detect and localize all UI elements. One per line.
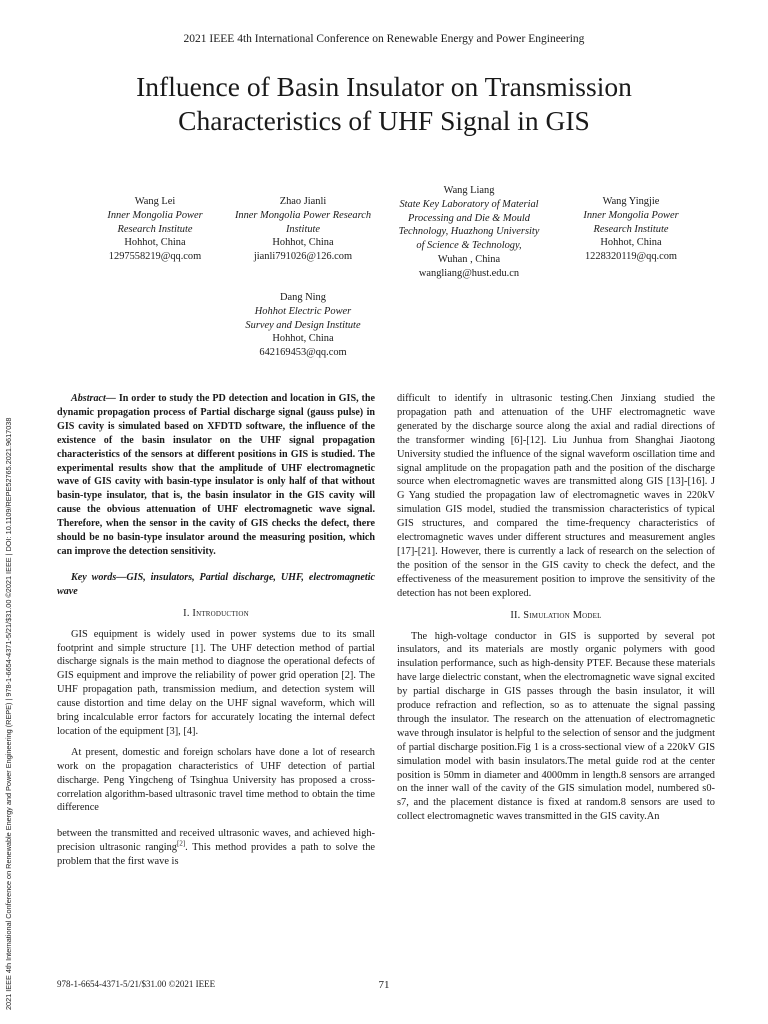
author-name: Wang Yingjie (602, 196, 660, 207)
title-line-1: Influence of Basin Insulator on Transmission (136, 71, 632, 102)
citation: [2] (177, 839, 186, 848)
author-institution: Technology, Huazhong University (398, 226, 540, 238)
paper-title (60, 70, 708, 138)
author-city: Hohhot, China (600, 237, 662, 249)
section-heading-introduction: I. Introduction (183, 607, 249, 619)
author-email: jianli791026@126.com (253, 251, 353, 263)
keywords: Key words—GIS, insulators, Partial discharge, UHF, electromagnetic wave (57, 571, 375, 597)
author-email: 642169453@qq.com (259, 347, 347, 359)
author-block (218, 195, 388, 264)
author-name: Wang Lei (134, 196, 176, 207)
conference-header: 2021 IEEE 4th International Conference on Renewable Energy and Power Engineering (183, 33, 585, 45)
side-doi-strip: 2021 IEEE 4th International Conference on Renewable Energy and Power Engineering (REPE) | 978-1-6654-4371-5/21/$31.00 ©2021 IEEE | DOI: 10.1109/REPE52765.2021.9617038 (4, 417, 13, 1010)
abstract-lead: Abstract— (71, 393, 116, 404)
title-line-2: Characteristics of UHF Signal in GIS (178, 105, 590, 136)
author-institution: Research Institute (117, 223, 193, 235)
abstract-text: In order to study the PD detection and location in GIS, the dynamic propagation process of Partial discharge signal (gauss pulse) in GIS cavity is simulated based on XFDTD software, the influence of the existence of the basin insulator on the UHF signal propagation characteristics of the sensors at different positions in GIS is studied. The experimental results show that the amplitude of UHF electromagnetic wave of GIS cavity with basin-type insulator is only half of that without basin-type insulator, that is, the basin insulator in the GIS cavity will cause the obvious attenuation of UHF electromagnetic wave signal. Therefore, when the sensor in the cavity of GIS checks the defect, there should be no basin-type insulator around the measuring position, which can improve the detection sensitivity. (57, 393, 375, 557)
abstract (57, 392, 375, 559)
author-institution: Inner Mongolia Power (107, 209, 203, 221)
paragraph: The high-voltage conductor in GIS is supported by several pot insulators, and its materials are mostly organic polymers with good insulation performance, such as high-density PTEF. Because these materials have large dielectric constant, when the electromagnetic wave signal excited by partial discharge in GIS passes through the basin insulator, it will produce refraction and reflection, so as to attenuate the signal passing through the insulator. The research on the attenuation of electromagnetic wave through insulator is helpful to the selection of sensor and the judgment of partial discharge position.Fig 1 is a cross-sectional view of a 220kV GIS simulation model with basin insulators.The metal guide rod at the center position is 50mm in diameter and 4000mm in length.8 sensors are arranged on the inner wall of the cavity of the GIS simulation model, numbered s0-s7, and the placement distance is fixed at random.8 sensors are used to collect electromagnetic waves transmitted in the GIS cavity.An (397, 630, 716, 823)
paragraph: At present, domestic and foreign scholars have done a lot of research work on the propagation characteristics of UHF detection of partial discharge. Peng Yingcheng of Tsinghua University has proposed a cross-correlation algorithm-based ultrasonic travel time method to obtain the time difference (57, 746, 375, 814)
right-column (397, 392, 715, 824)
author-institution: Research Institute (593, 223, 669, 235)
author-block (218, 291, 388, 360)
section-heading-simulation-model: II. Simulation Model (510, 609, 602, 621)
author-email: wangliang@hust.edu.cn (418, 267, 520, 279)
author-name: Zhao Jianli (279, 196, 327, 207)
author-email: 1297558219@qq.com (108, 251, 202, 263)
author-city: Hohhot, China (272, 333, 334, 345)
author-institution: of Science & Technology, (416, 240, 522, 252)
footer-copyright: 978-1-6654-4371-5/21/$31.00 ©2021 IEEE (57, 979, 216, 989)
paragraph-text: . This method provides a path to solve the problem that the first wave is (57, 842, 375, 868)
paragraph (57, 827, 375, 869)
left-column (57, 392, 375, 869)
author-city: Wuhan , China (437, 253, 501, 265)
paragraph: difficult to identify in ultrasonic testing.Chen Jinxiang studied the propagation path and attenuation of the UHF electromagnetic wave generated by the discharge source along the axial and radial directions of the transformer winding [6]-[12]. Liu Junhua from Shanghai Jiaotong University studied the influence of the signal waveform oscillation time and signal amplitude on the propagation path and the position of the discharge source when electromagnetic waves are transmitted along GIS [13]-[16]. J G Yang studied the propagation law of electromagnetic waves in 220kV simulation GIS model, studied the transmission characteristics of typical GIS structures, and compared the time-frequency characteristics of electromagnetic waves under different structures and measurement angles [17]-[21]. However, there is currently a lack of research on the selection of the position of the sensor in the GIS cavity to check the defect, and the effectiveness of the measurement position to improve the sensitivity of the detection has not been explored. (397, 393, 715, 599)
author-institution: Survey and Design Institute (245, 319, 361, 331)
author-name: Wang Liang (443, 185, 495, 196)
author-block (546, 195, 716, 264)
author-institution: Hohhot Electric Power (254, 305, 352, 317)
author-city: Hohhot, China (124, 237, 186, 249)
author-city: Hohhot, China (272, 237, 334, 249)
paragraph: GIS equipment is widely used in power systems due to its small footprint and simple structure [1]. The UHF detection method of partial discharge signals is the main method to diagnose the operational defects of GIS equipment and improve the reliability of power grid operation [2]. The UHF propagation path, transmission medium, and detection system will cause distortion and time delay on the UHF signal waveform, which will bring incalculable error factors for accurately locating the internal defect location of the equipment [3], [4]. (57, 628, 375, 737)
author-institution: Inner Mongolia Power (583, 209, 679, 221)
author-block (384, 184, 554, 281)
author-institution: Processing and Die & Mould (408, 212, 530, 224)
author-email: 1228320119@qq.com (584, 251, 677, 263)
author-institution: State Key Laboratory of Material (399, 198, 539, 210)
page-number: 71 (378, 979, 390, 991)
author-institution: Institute (285, 223, 321, 235)
author-institution: Inner Mongolia Power Research (234, 209, 372, 221)
author-block (70, 195, 240, 264)
author-name: Dang Ning (280, 292, 326, 303)
paragraph-text: between the transmitted and received ultrasonic waves, and achieved high-precision ultrasonic ranging (57, 828, 375, 854)
